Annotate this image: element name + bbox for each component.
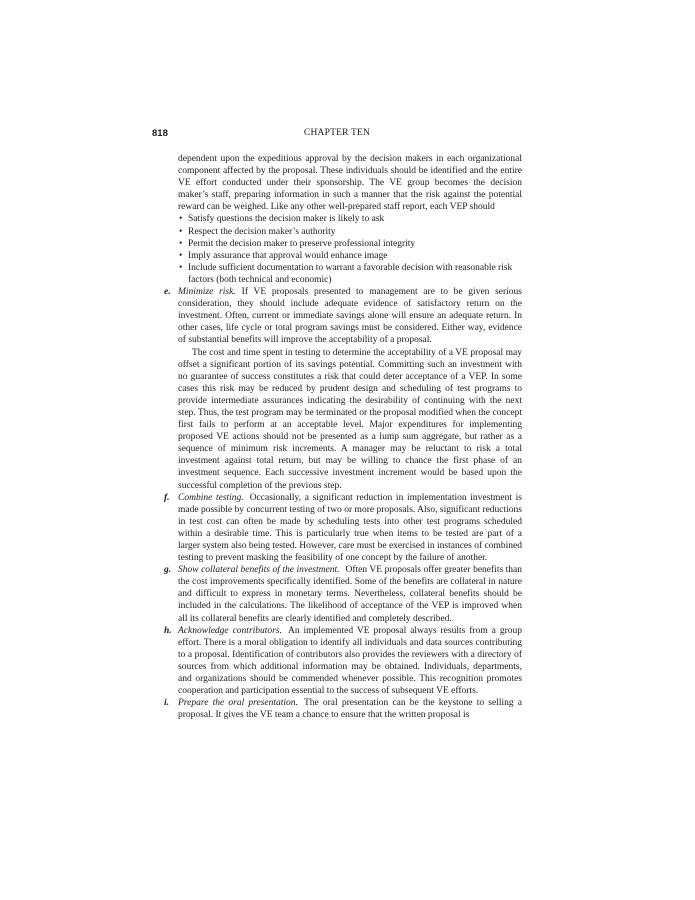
- intro-paragraph: dependent upon the expeditious approval by the decision makers in each organizational component affected by the proposal. These individuals should be identified and the entire VE effort conducted under their sponsorship. The VE group becomes the decision maker’s staff, preparing information in such a manner that the risk against the potential reward can be weighed. Like any other well-prepared staff report, each VEP should: [178, 154, 522, 213]
- item-letter: f.: [164, 492, 170, 503]
- item-minimize-risk: [164, 286, 522, 346]
- list-item: • Include sufficient documentation to warrant a favorable decision with reasonable risk factors (both technical and economic): [178, 262, 522, 286]
- item-title: Combine testing.: [178, 492, 244, 503]
- list-item: • Respect the decision maker’s authority: [178, 226, 522, 238]
- item-text: An implemented VE proposal always results from a group effort. There is a moral obligation to identify all individuals and data sources contributing to a proposal. Identification of contributors also provides the reviewers with a directory of sources from which additional information may be obtained. Individuals, departments, and organizations should be commended whenever possible. This recognition promotes cooperation and participation essential to the success of subsequent VE efforts.: [178, 625, 522, 697]
- item-text: If VE proposals presented to management are to be given serious consideration, they should include adequate evidence of satisfactory return on the investment. Often, current or immediate savings alone will ensure an adequate return. In other cases, life cycle or total program savings must be considered. Either way, evidence of substantial benefits will improve the acceptability of a proposal.: [178, 287, 523, 346]
- item-letter: i.: [164, 698, 170, 709]
- item-text: Occasionally, a significant reduction in implementation investment is made possible by concurrent testing of two or more proposals. Also, significant reductions in test cost can often be made by scheduling tests into other test programs scheduled within a desirable time. This is particularly true when items to be tested are part of a larger system also being tested. However, care must be exercised in instances of combined testing to prevent masking the feasibility of one concept by the failure of another.: [178, 492, 522, 564]
- item-collateral-benefits: [164, 564, 522, 624]
- item-title: Show collateral benefits of the investment.: [178, 565, 340, 576]
- list-item: • Satisfy questions the decision maker is likely to ask: [178, 213, 522, 225]
- running-head: [152, 128, 522, 142]
- body-text: [164, 153, 522, 721]
- item-text: Often VE proposals offer greater benefits than the cost improvements specifically identified. Some of the benefits are collateral in nature and difficult to express in monetary terms. Nevertheless, collateral benefits should be included in the calculations. The likelihood of acceptance of the VEP is improved when all its collateral benefits are clearly identified and completely described.: [178, 565, 522, 624]
- item-combine-testing: [164, 492, 522, 565]
- item-text: The oral presentation can be the keystone to selling a proposal. It gives the VE team a chance to ensure that the written proposal is: [178, 698, 522, 721]
- item-minimize-risk-continuation: The cost and time spent in testing to determine the acceptability of a VE proposal may offset a significant portion of its savings potential. Committing such an investment with no guarantee of success constitutes a risk that could deter acceptance of a VEP. In some cases this risk may be reduced by prudent design and scheduling of test programs to provide intermediate assurances indicating the desirability of continuing with the next step. Thus, the test program may be terminated or the proposal modified when the concept first fails to perform at an acceptable level. Major expenditures for implementing proposed VE actions should not be presented as a lump sum aggregate, but rather as a sequence of minimum risk increments. A manager may be reluctant to risk a total investment against total return, but may be willing to chance the first phase of an investment sequence. Each successive investment increment would be based upon the successful completion of the previous step.: [178, 347, 522, 491]
- item-letter: h.: [164, 625, 172, 636]
- item-title: Prepare the oral presentation.: [178, 698, 298, 709]
- item-title: Minimize risk.: [178, 287, 236, 298]
- chapter-title: CHAPTER TEN: [303, 128, 371, 138]
- item-acknowledge-contributors: [164, 625, 522, 698]
- list-item: • Permit the decision maker to preserve professional integrity: [178, 238, 522, 250]
- item-oral-presentation: [164, 697, 522, 721]
- list-item: • Imply assurance that approval would enhance image: [178, 250, 522, 262]
- item-letter: g.: [164, 565, 172, 576]
- item-letter: e.: [164, 287, 171, 298]
- page-number: 818: [152, 128, 168, 139]
- item-title: Acknowledge contributors.: [178, 625, 282, 636]
- requirements-list: [164, 213, 522, 286]
